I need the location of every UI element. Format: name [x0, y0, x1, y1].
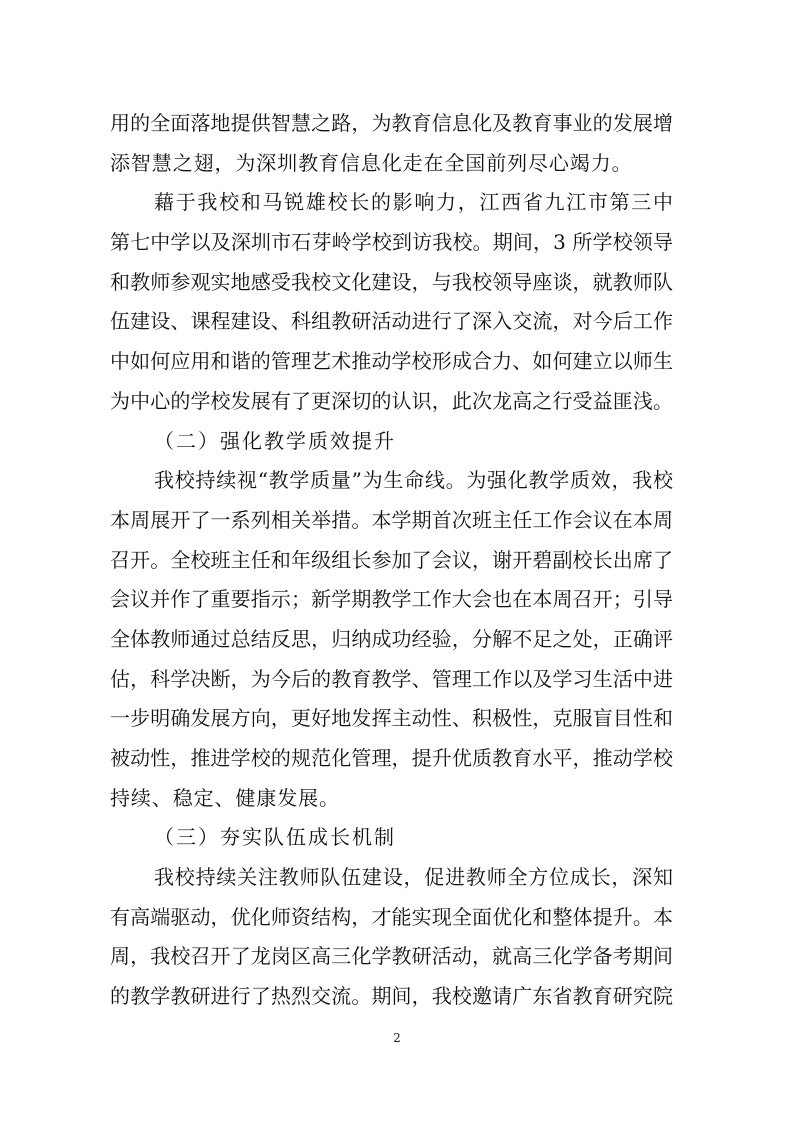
text-line: 被动性，推进学校的规范化管理，提升优质教育水平，推动学校: [110, 746, 673, 770]
text-line: 添智慧之翅，为深圳教育信息化走在全国前列尽心竭力。: [110, 150, 633, 175]
text-line: 和教师参观实地感受我校文化建设，与我校领导座谈，就教师队: [110, 269, 673, 294]
section-heading-3: （三）夯实队伍成长机制: [154, 825, 396, 850]
text-line: 会议并作了重要指示；新学期教学工作大会也在本周召开；引导: [110, 587, 673, 612]
text-line: 全体教师通过总结反思，归纳成功经验，分解不足之处，正确评: [110, 626, 673, 651]
paragraph-visit: [110, 183, 673, 421]
text-line: 中如何应用和谐的管理艺术推动学校形成合力、如何建立以师生: [110, 349, 673, 374]
text-line: 伍建设、课程建设、科组教研活动进行了深入交流，对今后工作: [110, 309, 673, 334]
text-line: 我校持续视“教学质量”为生命线。为强化教学质效，我校: [154, 468, 673, 493]
text-line: 用的全面落地提供智慧之路，为教育信息化及教育事业的发展增: [110, 111, 673, 135]
text-line: 周，我校召开了龙岗区高三化学教研活动，就高三化学备考期间: [110, 944, 673, 969]
text-line: 第七中学以及深圳市石芽岭学校到访我校。期间，3 所学校领导: [110, 230, 673, 255]
paragraph-continued: [110, 104, 673, 183]
text-line: 有高端驱动，优化师资结构，才能实现全面优化和整体提升。本: [110, 904, 673, 929]
page-number: 2: [393, 1031, 401, 1045]
text-line: 估，科学决断，为今后的教育教学、管理工作以及学习生活中进: [110, 666, 673, 691]
body-text: [110, 104, 673, 1017]
text-line: 本周展开了一系列相关举措。本学期首次班主任工作会议在本周: [110, 507, 673, 532]
section-heading-2: （二）强化教学质效提升: [154, 428, 396, 453]
text-line: 召开。全校班主任和年级组长参加了会议，谢开碧副校长出席了: [110, 547, 673, 572]
text-line: 为中心的学校发展有了更深切的认识，此次龙高之行受益匪浅。: [110, 388, 673, 413]
text-line: 的教学教研进行了热烈交流。期间，我校邀请广东省教育研究院: [110, 984, 673, 1009]
text-line: 持续、稳定、健康发展。: [110, 785, 340, 810]
text-line: 藉于我校和马锐雄校长的影响力，江西省九江市第三中: [154, 190, 673, 215]
text-line: 我校持续关注教师队伍建设，促进教师全方位成长，深知: [154, 865, 673, 890]
paragraph-quality: [110, 461, 673, 818]
text-line: 一步明确发展方向，更好地发挥主动性、积极性，克服盲目性和: [110, 706, 673, 731]
paragraph-team: [110, 858, 673, 1017]
